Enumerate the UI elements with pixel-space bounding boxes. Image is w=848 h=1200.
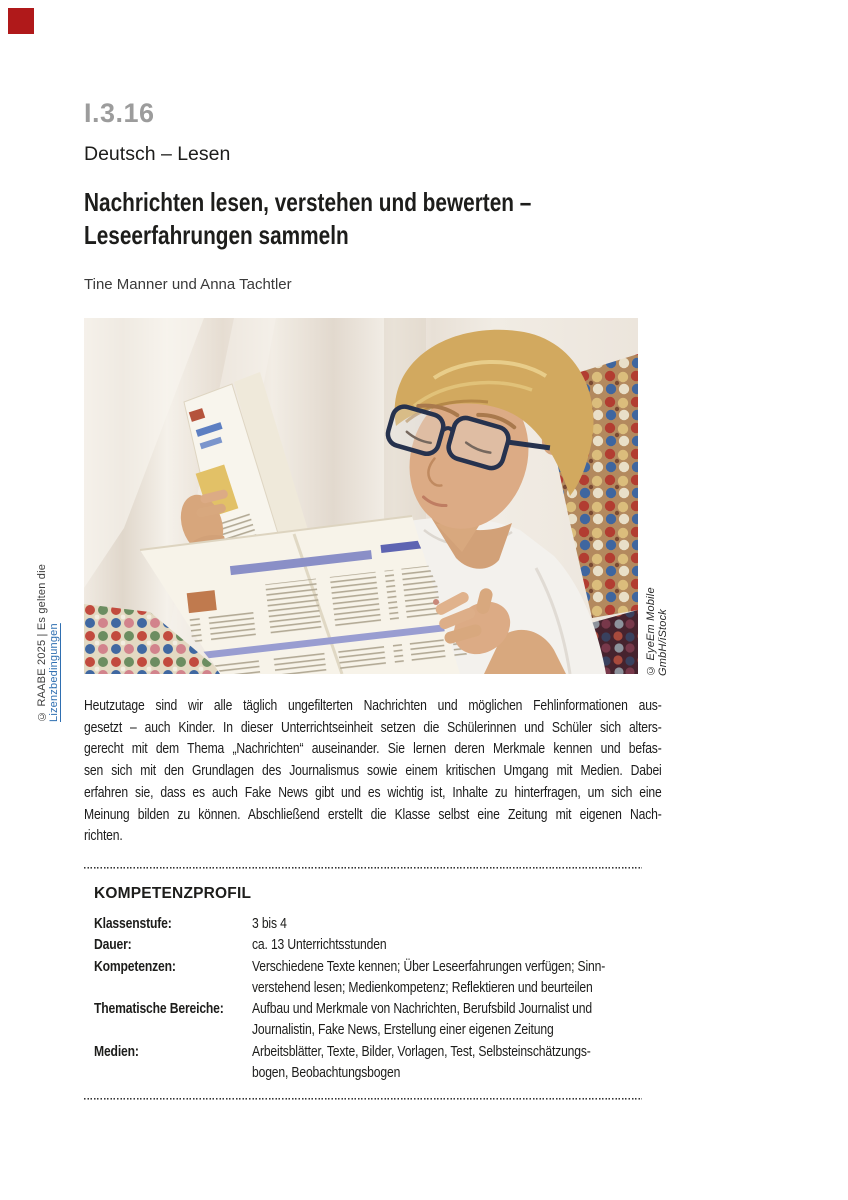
intro-line: Heutzutage sind wir alle täglich ungefilterten Nachrichten und möglichen Fehlinformationen aus- — [84, 697, 662, 714]
row-value-line: 3 bis 4 — [252, 915, 287, 932]
authors-text: Tine Manner und Anna Tachtler — [84, 276, 292, 293]
unit-code-text: I.3.16 — [84, 98, 155, 128]
license-link[interactable]: Lizenzbedingungen — [48, 623, 60, 722]
competence-profile-row — [84, 998, 644, 1041]
photo-credit: © EyeEm Mobile GmbH/iStock — [645, 587, 669, 676]
unit-code — [84, 98, 155, 129]
page-title-line: Nachrichten lesen, verstehen und bewerten – — [84, 187, 532, 217]
intro-line: Meinung bilden zu können. Abschließend erstellt die Klasse selbst eine Zeitung mit eigenen Nach- — [84, 805, 662, 823]
competence-profile-row — [84, 913, 644, 934]
competence-profile-heading — [94, 885, 251, 903]
page-title-line: Leseerfahrungen sammeln — [84, 220, 349, 250]
row-label: Thematische Bereiche: — [94, 1000, 224, 1018]
subject-line — [84, 143, 230, 166]
dotted-rule-top — [84, 867, 642, 869]
row-value-line: verstehend lesen; Medienkompetenz; Reflektieren und beurteilen — [252, 978, 593, 996]
row-label: Kompetenzen: — [94, 957, 176, 975]
copyright-margin-note — [36, 479, 60, 722]
row-value-line: Aufbau und Merkmale von Nachrichten, Berufsbild Journalist und — [252, 1000, 592, 1018]
article-photo — [84, 318, 638, 674]
intro-line: gesetzt – auch Kinder. In dieser Unterrichtseinheit setzen die Schülerinnen und Schüler sich alters- — [84, 718, 662, 736]
intro-line: sen sich mit den Grundlagen des Journalismus sowie einem kritischen Umgang mit Medien. Dabei — [84, 762, 662, 780]
row-value — [252, 998, 644, 1041]
intro-paragraph — [84, 695, 806, 847]
competence-profile-heading-text: KOMPETENZPROFIL — [94, 885, 252, 902]
row-value — [252, 913, 644, 934]
competence-profile-row — [84, 934, 644, 955]
authors-line — [84, 276, 292, 293]
dotted-rule-bottom — [84, 1098, 642, 1100]
row-value — [252, 1041, 644, 1084]
row-label: Medien: — [94, 1042, 139, 1060]
row-label: Dauer: — [94, 936, 132, 954]
row-value — [252, 934, 644, 955]
intro-line: gerecht mit dem Thema „Nachrichten“ auseinander. Sie lernen deren Merkmale kennen und befas- — [84, 740, 662, 758]
competence-profile-row — [84, 956, 644, 999]
competence-profile-table — [84, 913, 644, 1083]
page-title — [84, 186, 643, 252]
intro-line: richten. — [84, 827, 123, 845]
row-value — [252, 956, 644, 999]
raabe-brand-square — [8, 8, 34, 34]
row-value-line: Verschiedene Texte kennen; Über Leseerfahrungen verfügen; Sinn- — [252, 957, 606, 975]
row-label: Klassenstufe: — [94, 915, 172, 932]
subject-text: Deutsch – Lesen — [84, 143, 231, 165]
row-value-line: bogen, Beobachtungsbogen — [252, 1064, 401, 1082]
row-value-line: Arbeitsblätter, Texte, Bilder, Vorlagen, Test, Selbsteinschätzungs- — [252, 1042, 591, 1060]
row-value-line: Journalistin, Fake News, Erstellung einer eigenen Zeitung — [252, 1021, 554, 1039]
intro-line: erfahren sie, dass es auch Fake News gibt und es wichtig ist, Inhalte zu hinterfragen, um sich eine — [84, 783, 662, 801]
row-value-line: ca. 13 Unterrichtsstunden — [252, 936, 387, 954]
copyright-text: © RAABE 2025 | Es gelten die — [36, 563, 48, 722]
competence-profile-row — [84, 1041, 644, 1084]
